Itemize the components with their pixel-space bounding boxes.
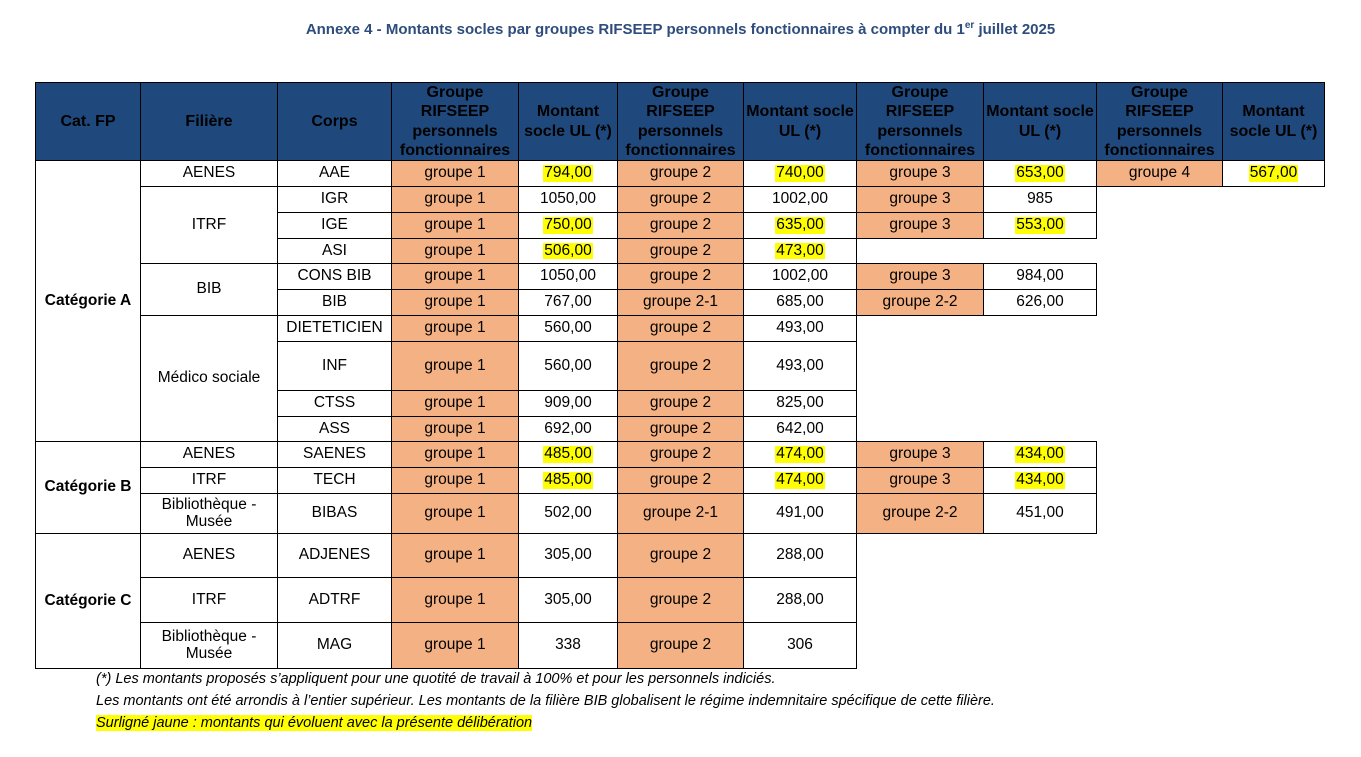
table-cell-g2-text: groupe 2 bbox=[649, 164, 712, 182]
table-cell-m2-text: 642,00 bbox=[776, 419, 824, 437]
table-cell-m2 bbox=[743, 263, 857, 290]
table-cell-g2-text: groupe 2-1 bbox=[643, 504, 718, 522]
table-cell-g2 bbox=[617, 467, 744, 494]
header-groupe-3 bbox=[856, 82, 984, 161]
table-cell-g1 bbox=[391, 577, 519, 623]
table-cell-g2 bbox=[617, 533, 744, 578]
filiere-b-itrf bbox=[140, 467, 278, 494]
table-cell-corps-text: ADJENES bbox=[298, 546, 371, 564]
table-cell-m1-text: 485,00 bbox=[544, 471, 592, 489]
table-cell-corps-text: INF bbox=[322, 356, 347, 374]
table-cell-g1-text: groupe 1 bbox=[424, 164, 486, 182]
table-cell-m2-text: 825,00 bbox=[776, 394, 824, 412]
table-cell-g1 bbox=[391, 212, 519, 239]
footnote-quotite: (*) Les montants proposés s’appliquent pour une quotité de travail à 100% et pour les personnels indiciés. bbox=[96, 671, 776, 687]
table-cell-m1 bbox=[518, 315, 618, 342]
table-cell-m3 bbox=[983, 212, 1097, 239]
category-c bbox=[35, 533, 141, 669]
header-filiere bbox=[140, 82, 278, 161]
table-cell-g1 bbox=[391, 289, 519, 316]
table-cell-g3-text: groupe 3 bbox=[889, 216, 951, 234]
table-cell-m1 bbox=[518, 341, 618, 391]
table-cell-corps-text: BIBAS bbox=[311, 504, 358, 522]
table-cell-m2 bbox=[743, 160, 857, 187]
table-cell-corps bbox=[277, 577, 392, 623]
table-cell-g1-text: groupe 1 bbox=[424, 293, 486, 311]
table-cell-m3 bbox=[983, 493, 1097, 534]
table-cell-m3-text: 451,00 bbox=[1016, 504, 1064, 522]
table-cell-g1 bbox=[391, 416, 519, 442]
table-cell-m2-text: 474,00 bbox=[776, 471, 824, 489]
table-cell-corps bbox=[277, 186, 392, 213]
filiere-c-aenes bbox=[140, 533, 278, 578]
table-cell-m3 bbox=[983, 467, 1097, 494]
table-cell-m1 bbox=[518, 238, 618, 264]
filiere-c-aenes-text: AENES bbox=[182, 546, 236, 564]
table-cell-g2 bbox=[617, 390, 744, 417]
table-cell-m1-text: 485,00 bbox=[544, 445, 592, 463]
header-montant-3 bbox=[983, 82, 1097, 161]
table-cell-g1-text: groupe 1 bbox=[424, 504, 486, 522]
table-cell-corps bbox=[277, 238, 392, 264]
table-cell-m1-text: 767,00 bbox=[544, 293, 592, 311]
table-cell-g2 bbox=[617, 160, 744, 187]
table-cell-m2-text: 474,00 bbox=[776, 445, 824, 463]
filiere-a-bib bbox=[140, 263, 278, 316]
table-cell-g3-text: groupe 3 bbox=[889, 471, 951, 489]
table-cell-m1-text: 502,00 bbox=[544, 504, 592, 522]
header-groupe-2-text: Groupe RIFSEEP personnels fonctionnaires bbox=[625, 84, 736, 159]
table-cell-m2-text: 473,00 bbox=[776, 241, 824, 259]
table-cell-g3-text: groupe 3 bbox=[889, 190, 951, 208]
table-cell-m3-text: 626,00 bbox=[1016, 293, 1064, 311]
header-corps-text: Corps bbox=[311, 112, 358, 130]
table-cell-g3 bbox=[856, 493, 984, 534]
footnote-arrondi: Les montants ont été arrondis à l’entier supérieur. Les montants de la filière BIB globalisent le régime indemnitaire spécifique de cette filière. bbox=[96, 693, 995, 709]
table-cell-g1-text: groupe 1 bbox=[424, 419, 486, 437]
header-montant-1 bbox=[518, 82, 618, 161]
table-cell-g2 bbox=[617, 186, 744, 213]
table-cell-m2 bbox=[743, 577, 857, 623]
table-cell-m1-text: 305,00 bbox=[544, 590, 592, 608]
table-cell-g1 bbox=[391, 467, 519, 494]
table-cell-corps-text: ASS bbox=[318, 419, 350, 437]
table-cell-g1-text: groupe 1 bbox=[424, 394, 486, 412]
table-cell-g1 bbox=[391, 341, 519, 391]
table-cell-m4-text: 567,00 bbox=[1249, 164, 1298, 182]
table-cell-g1-text: groupe 1 bbox=[424, 241, 486, 259]
table-cell-g1 bbox=[391, 315, 519, 342]
footnotes bbox=[96, 668, 995, 734]
table-cell-g2 bbox=[617, 622, 744, 669]
table-cell-g2-text: groupe 2 bbox=[649, 445, 712, 463]
table-cell-m2-text: 740,00 bbox=[776, 164, 824, 182]
table-cell-corps bbox=[277, 289, 392, 316]
table-cell-m1 bbox=[518, 416, 618, 442]
filiere-a-medico-sociale-text: Médico sociale bbox=[157, 369, 261, 387]
table-cell-corps-text: CONS BIB bbox=[297, 267, 372, 285]
table-cell-g1 bbox=[391, 160, 519, 187]
table-cell-corps-text: BIB bbox=[322, 293, 347, 311]
table-cell-m3 bbox=[983, 289, 1097, 316]
table-cell-corps-text: TECH bbox=[313, 471, 356, 489]
table-cell-m2 bbox=[743, 622, 857, 669]
table-cell-m1 bbox=[518, 186, 618, 213]
table-cell-m2 bbox=[743, 238, 857, 264]
table-cell-g1-text: groupe 1 bbox=[424, 471, 486, 489]
table-cell-corps-text: IGE bbox=[321, 216, 348, 234]
header-montant-2 bbox=[743, 82, 857, 161]
table-cell-m2 bbox=[743, 493, 857, 534]
category-c-text: Catégorie C bbox=[44, 591, 132, 609]
header-montant-2-text: Montant socle UL (*) bbox=[746, 103, 854, 140]
table-cell-m1 bbox=[518, 441, 618, 468]
table-cell-g2-text: groupe 2 bbox=[649, 546, 712, 564]
table-cell-g1-text: groupe 1 bbox=[424, 445, 486, 463]
table-cell-m2-text: 1002,00 bbox=[771, 267, 829, 285]
table-cell-g2-text: groupe 2 bbox=[649, 471, 712, 489]
table-cell-m2-text: 288,00 bbox=[776, 590, 824, 608]
table-cell-g2-text: groupe 2 bbox=[649, 267, 712, 285]
table-cell-g1 bbox=[391, 390, 519, 417]
table-cell-m2 bbox=[743, 289, 857, 316]
table-cell-m3-text: 985 bbox=[1027, 190, 1053, 208]
header-montant-1-text: Montant socle UL (*) bbox=[524, 103, 612, 140]
table-cell-g1-text: groupe 1 bbox=[424, 319, 486, 337]
table-cell-g1-text: groupe 1 bbox=[424, 267, 486, 285]
table-cell-m2 bbox=[743, 416, 857, 442]
table-cell-corps-text: DIETETICIEN bbox=[286, 319, 383, 337]
table-cell-g2 bbox=[617, 493, 744, 534]
filiere-a-aenes bbox=[140, 160, 278, 187]
table-cell-g2-text: groupe 2 bbox=[649, 636, 712, 654]
table-cell-corps-text: SAENES bbox=[303, 445, 366, 463]
table-cell-g1-text: groupe 1 bbox=[424, 546, 486, 564]
table-cell-g3-text: groupe 3 bbox=[889, 445, 951, 463]
category-a bbox=[35, 160, 141, 442]
table-cell-g1-text: groupe 1 bbox=[424, 590, 486, 608]
table-cell-m2 bbox=[743, 467, 857, 494]
table-cell-corps bbox=[277, 467, 392, 494]
table-cell-m1-text: 909,00 bbox=[544, 394, 592, 412]
table-cell-g2-text: groupe 2-1 bbox=[643, 293, 718, 311]
table-cell-m2 bbox=[743, 390, 857, 417]
table-cell-corps bbox=[277, 441, 392, 468]
table-cell-g3 bbox=[856, 441, 984, 468]
table-cell-m3 bbox=[983, 263, 1097, 290]
header-corps bbox=[277, 82, 392, 161]
table-cell-m4 bbox=[1222, 160, 1325, 187]
filiere-c-bibliotheque-text: Bibliothèque - Musée bbox=[161, 628, 257, 662]
table-cell-corps-text: CTSS bbox=[313, 394, 356, 412]
page-title: Annexe 4 - Montants socles par groupes RIFSEEP personnels fonctionnaires à compter du 1er juillet 2025 bbox=[305, 20, 1056, 38]
header-groupe-2 bbox=[617, 82, 744, 161]
table-cell-g1-text: groupe 1 bbox=[424, 216, 486, 234]
table-cell-g1 bbox=[391, 186, 519, 213]
table-cell-g2 bbox=[617, 416, 744, 442]
header-montant-4 bbox=[1222, 82, 1325, 161]
table-cell-g3-text: groupe 2-2 bbox=[882, 504, 958, 522]
table-cell-corps-text: ADTRF bbox=[308, 590, 361, 608]
table-cell-m2-text: 288,00 bbox=[776, 546, 824, 564]
table-cell-g3 bbox=[856, 212, 984, 239]
table-cell-g1 bbox=[391, 238, 519, 264]
filiere-a-bib-text: BIB bbox=[196, 280, 222, 298]
table-cell-g1-text: groupe 1 bbox=[424, 356, 486, 374]
table-cell-g2 bbox=[617, 238, 744, 264]
table-cell-g3 bbox=[856, 467, 984, 494]
table-cell-g3 bbox=[856, 263, 984, 290]
table-cell-m3 bbox=[983, 160, 1097, 187]
table-cell-m1 bbox=[518, 467, 618, 494]
category-b bbox=[35, 441, 141, 534]
table-cell-g2-text: groupe 2 bbox=[649, 394, 712, 412]
footnote-highlight-legend: Surligné jaune : montants qui évoluent avec la présente délibération bbox=[96, 715, 533, 731]
table-cell-g2 bbox=[617, 577, 744, 623]
table-cell-m1 bbox=[518, 212, 618, 239]
table-cell-g2-text: groupe 2 bbox=[649, 419, 712, 437]
table-cell-g2-text: groupe 2 bbox=[649, 590, 712, 608]
table-cell-g1-text: groupe 1 bbox=[424, 636, 486, 654]
table-cell-corps bbox=[277, 416, 392, 442]
table-cell-m3-text: 984,00 bbox=[1016, 267, 1064, 285]
table-cell-corps bbox=[277, 315, 392, 342]
header-groupe-1-text: Groupe RIFSEEP personnels fonctionnaires bbox=[399, 84, 511, 159]
table-cell-g2-text: groupe 2 bbox=[649, 216, 712, 234]
table-cell-corps-text: MAG bbox=[316, 636, 353, 654]
table-cell-g3-text: groupe 3 bbox=[889, 164, 951, 182]
table-cell-m1-text: 750,00 bbox=[544, 216, 592, 234]
table-cell-m1-text: 506,00 bbox=[544, 241, 592, 259]
header-cat-text: Cat. FP bbox=[60, 112, 116, 130]
table-cell-m3 bbox=[983, 441, 1097, 468]
table-cell-m3-text: 553,00 bbox=[1016, 216, 1064, 234]
table-cell-m1-text: 692,00 bbox=[544, 419, 592, 437]
table-cell-m1-text: 305,00 bbox=[544, 546, 592, 564]
table-cell-corps-text: IGR bbox=[320, 190, 349, 208]
table-cell-g2-text: groupe 2 bbox=[649, 356, 712, 374]
table-cell-g3-text: groupe 2-2 bbox=[882, 293, 958, 311]
header-groupe-4-text: Groupe RIFSEEP personnels fonctionnaires bbox=[1104, 84, 1215, 159]
filiere-b-aenes bbox=[140, 441, 278, 468]
table-cell-m3 bbox=[983, 186, 1097, 213]
category-b-text: Catégorie B bbox=[44, 478, 132, 496]
table-cell-m3-text: 434,00 bbox=[1016, 471, 1064, 489]
table-cell-m1-text: 338 bbox=[555, 636, 581, 654]
table-cell-m2 bbox=[743, 212, 857, 239]
table-cell-g2 bbox=[617, 341, 744, 391]
table-cell-g1 bbox=[391, 493, 519, 534]
table-cell-m1 bbox=[518, 533, 618, 578]
header-groupe-3-text: Groupe RIFSEEP personnels fonctionnaires bbox=[864, 84, 976, 159]
table-cell-g4 bbox=[1096, 160, 1223, 187]
header-filiere-text: Filière bbox=[185, 112, 233, 130]
header-cat bbox=[35, 82, 141, 161]
table-cell-g1 bbox=[391, 263, 519, 290]
table-cell-m2-text: 493,00 bbox=[776, 319, 824, 337]
table-cell-g2-text: groupe 2 bbox=[649, 241, 712, 259]
table-cell-corps bbox=[277, 533, 392, 578]
table-cell-corps bbox=[277, 390, 392, 417]
filiere-b-bibliotheque-text: Bibliothèque - Musée bbox=[161, 496, 257, 530]
category-a-text: Catégorie A bbox=[44, 291, 132, 309]
table-cell-m2 bbox=[743, 341, 857, 391]
table-cell-m1-text: 1050,00 bbox=[539, 190, 597, 208]
table-cell-m2-text: 1002,00 bbox=[771, 190, 829, 208]
table-cell-m1-text: 1050,00 bbox=[539, 267, 597, 285]
table-cell-m2-text: 493,00 bbox=[776, 356, 824, 374]
table-cell-m3-text: 653,00 bbox=[1016, 164, 1064, 182]
table-cell-m1 bbox=[518, 390, 618, 417]
table-cell-m1-text: 560,00 bbox=[544, 356, 592, 374]
table-cell-g2 bbox=[617, 315, 744, 342]
table-cell-g1 bbox=[391, 622, 519, 669]
table-cell-g2-text: groupe 2 bbox=[649, 319, 712, 337]
table-cell-m1 bbox=[518, 160, 618, 187]
table-cell-corps bbox=[277, 493, 392, 534]
table-cell-m2-text: 491,00 bbox=[776, 504, 824, 522]
filiere-c-itrf bbox=[140, 577, 278, 623]
table-cell-g2 bbox=[617, 212, 744, 239]
table-cell-g4-text: groupe 4 bbox=[1128, 164, 1191, 182]
table-cell-m1 bbox=[518, 622, 618, 669]
filiere-b-aenes-text: AENES bbox=[182, 445, 236, 463]
filiere-a-aenes-text: AENES bbox=[182, 164, 236, 182]
table-cell-g2 bbox=[617, 441, 744, 468]
table-cell-g2 bbox=[617, 289, 744, 316]
filiere-b-bibliotheque bbox=[140, 493, 278, 534]
table-cell-g2-text: groupe 2 bbox=[649, 190, 712, 208]
filiere-a-medico-sociale bbox=[140, 315, 278, 442]
filiere-a-itrf bbox=[140, 186, 278, 264]
table-cell-m2 bbox=[743, 441, 857, 468]
filiere-c-itrf-text: ITRF bbox=[191, 590, 227, 608]
filiere-c-bibliotheque bbox=[140, 622, 278, 669]
table-cell-corps-text: ASI bbox=[322, 241, 347, 259]
table-cell-g3-text: groupe 3 bbox=[889, 267, 951, 285]
table-cell-m1-text: 560,00 bbox=[544, 319, 592, 337]
header-montant-3-text: Montant socle UL (*) bbox=[986, 103, 1094, 140]
table-cell-m2-text: 635,00 bbox=[776, 216, 824, 234]
table-cell-m1 bbox=[518, 263, 618, 290]
filiere-b-itrf-text: ITRF bbox=[191, 471, 227, 489]
table-cell-m2 bbox=[743, 315, 857, 342]
table-cell-m2 bbox=[743, 186, 857, 213]
table-cell-g3 bbox=[856, 160, 984, 187]
table-cell-g2 bbox=[617, 263, 744, 290]
table-cell-m2 bbox=[743, 533, 857, 578]
table-cell-m1 bbox=[518, 493, 618, 534]
header-montant-4-text: Montant socle UL (*) bbox=[1229, 103, 1318, 140]
table-cell-m2-text: 685,00 bbox=[776, 293, 824, 311]
table-cell-g3 bbox=[856, 289, 984, 316]
filiere-a-itrf-text: ITRF bbox=[191, 215, 227, 233]
table-cell-m1-text: 794,00 bbox=[544, 164, 592, 182]
table-cell-corps-text: AAE bbox=[318, 164, 350, 182]
table-cell-g1 bbox=[391, 533, 519, 578]
table-cell-corps bbox=[277, 341, 392, 391]
table-cell-g1 bbox=[391, 441, 519, 468]
table-cell-corps bbox=[277, 160, 392, 187]
header-groupe-1 bbox=[391, 82, 519, 161]
table-cell-g3 bbox=[856, 186, 984, 213]
header-groupe-4 bbox=[1096, 82, 1223, 161]
table-cell-m2-text: 306 bbox=[787, 636, 813, 654]
table-cell-corps bbox=[277, 263, 392, 290]
table-cell-m1 bbox=[518, 577, 618, 623]
table-cell-g1-text: groupe 1 bbox=[424, 190, 486, 208]
table-cell-corps bbox=[277, 622, 392, 669]
table-cell-corps bbox=[277, 212, 392, 239]
table-cell-m3-text: 434,00 bbox=[1016, 445, 1064, 463]
table-cell-m1 bbox=[518, 289, 618, 316]
